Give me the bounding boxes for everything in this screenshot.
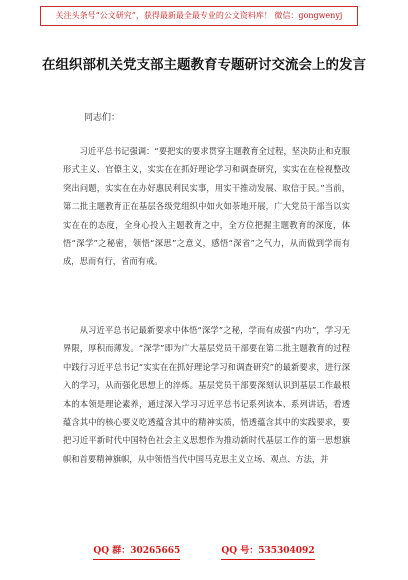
document-title: 在组织部机关党支部主题教育专题研讨交流会上的发言 (42, 57, 366, 73)
qq-number: QQ 号：535304092 (221, 545, 314, 560)
header-note: 关注头条号“公文研究”，获得最新最全最专业的公文资料库！ 微信：gongwenyj (40, 6, 358, 26)
body-paragraph: 从习近平总书记最新要求中体悟“深学”之秘，学而有成强“内功”，学习无界限，厚积而薄发。“深学”即为广大基层党员干部要在第二批主题教育的过程中践行习近平总书记“实实在在抓好理论学习和调查研究”的最新要求，进行深入的学习，从而强化思想上的淬炼。基层党员干部要深刻认识到基层工作最根本的本领是理论素养，通过深入学习习近平总书记系列读本、系列讲话，看透蕴含其中的核心要义吃透蕴含其中的精神实质，悟透蕴含其中的实践要求，要把习近平新时代中国特色社会主义思想作为推动新时代基层工作的第一思想旗帜和首要精神旗帜，从中领悟当代中国马克思主义立场、观点、方法，并 (63, 325, 350, 464)
qq-group-number: QQ 群：30265665 (93, 545, 180, 560)
footer-contact-bar (10, 538, 398, 564)
body-paragraph: 习近平总书记强调：“要把实的要求贯穿主题教育全过程，坚决防止和克服形式主义、官僚主义，实实在在抓好理论学习和调查研究，实实在在检视整改突出问题，实实在在办好惠民利民实事，用实干推动发展、取信于民。”当前，第二批主题教育正在基层各级党组织中如火如荼地开展，广大党员干部当以实实在在的态度，全身心投入主题教育之中，全方位把握主题教育的深度，体悟“深学”之秘密，领悟“深思”之意义，感悟“深省”之气力，从而做到学而有成，思而有行，省而有戒。 (63, 146, 350, 267)
salutation: 同志们： (84, 113, 121, 123)
